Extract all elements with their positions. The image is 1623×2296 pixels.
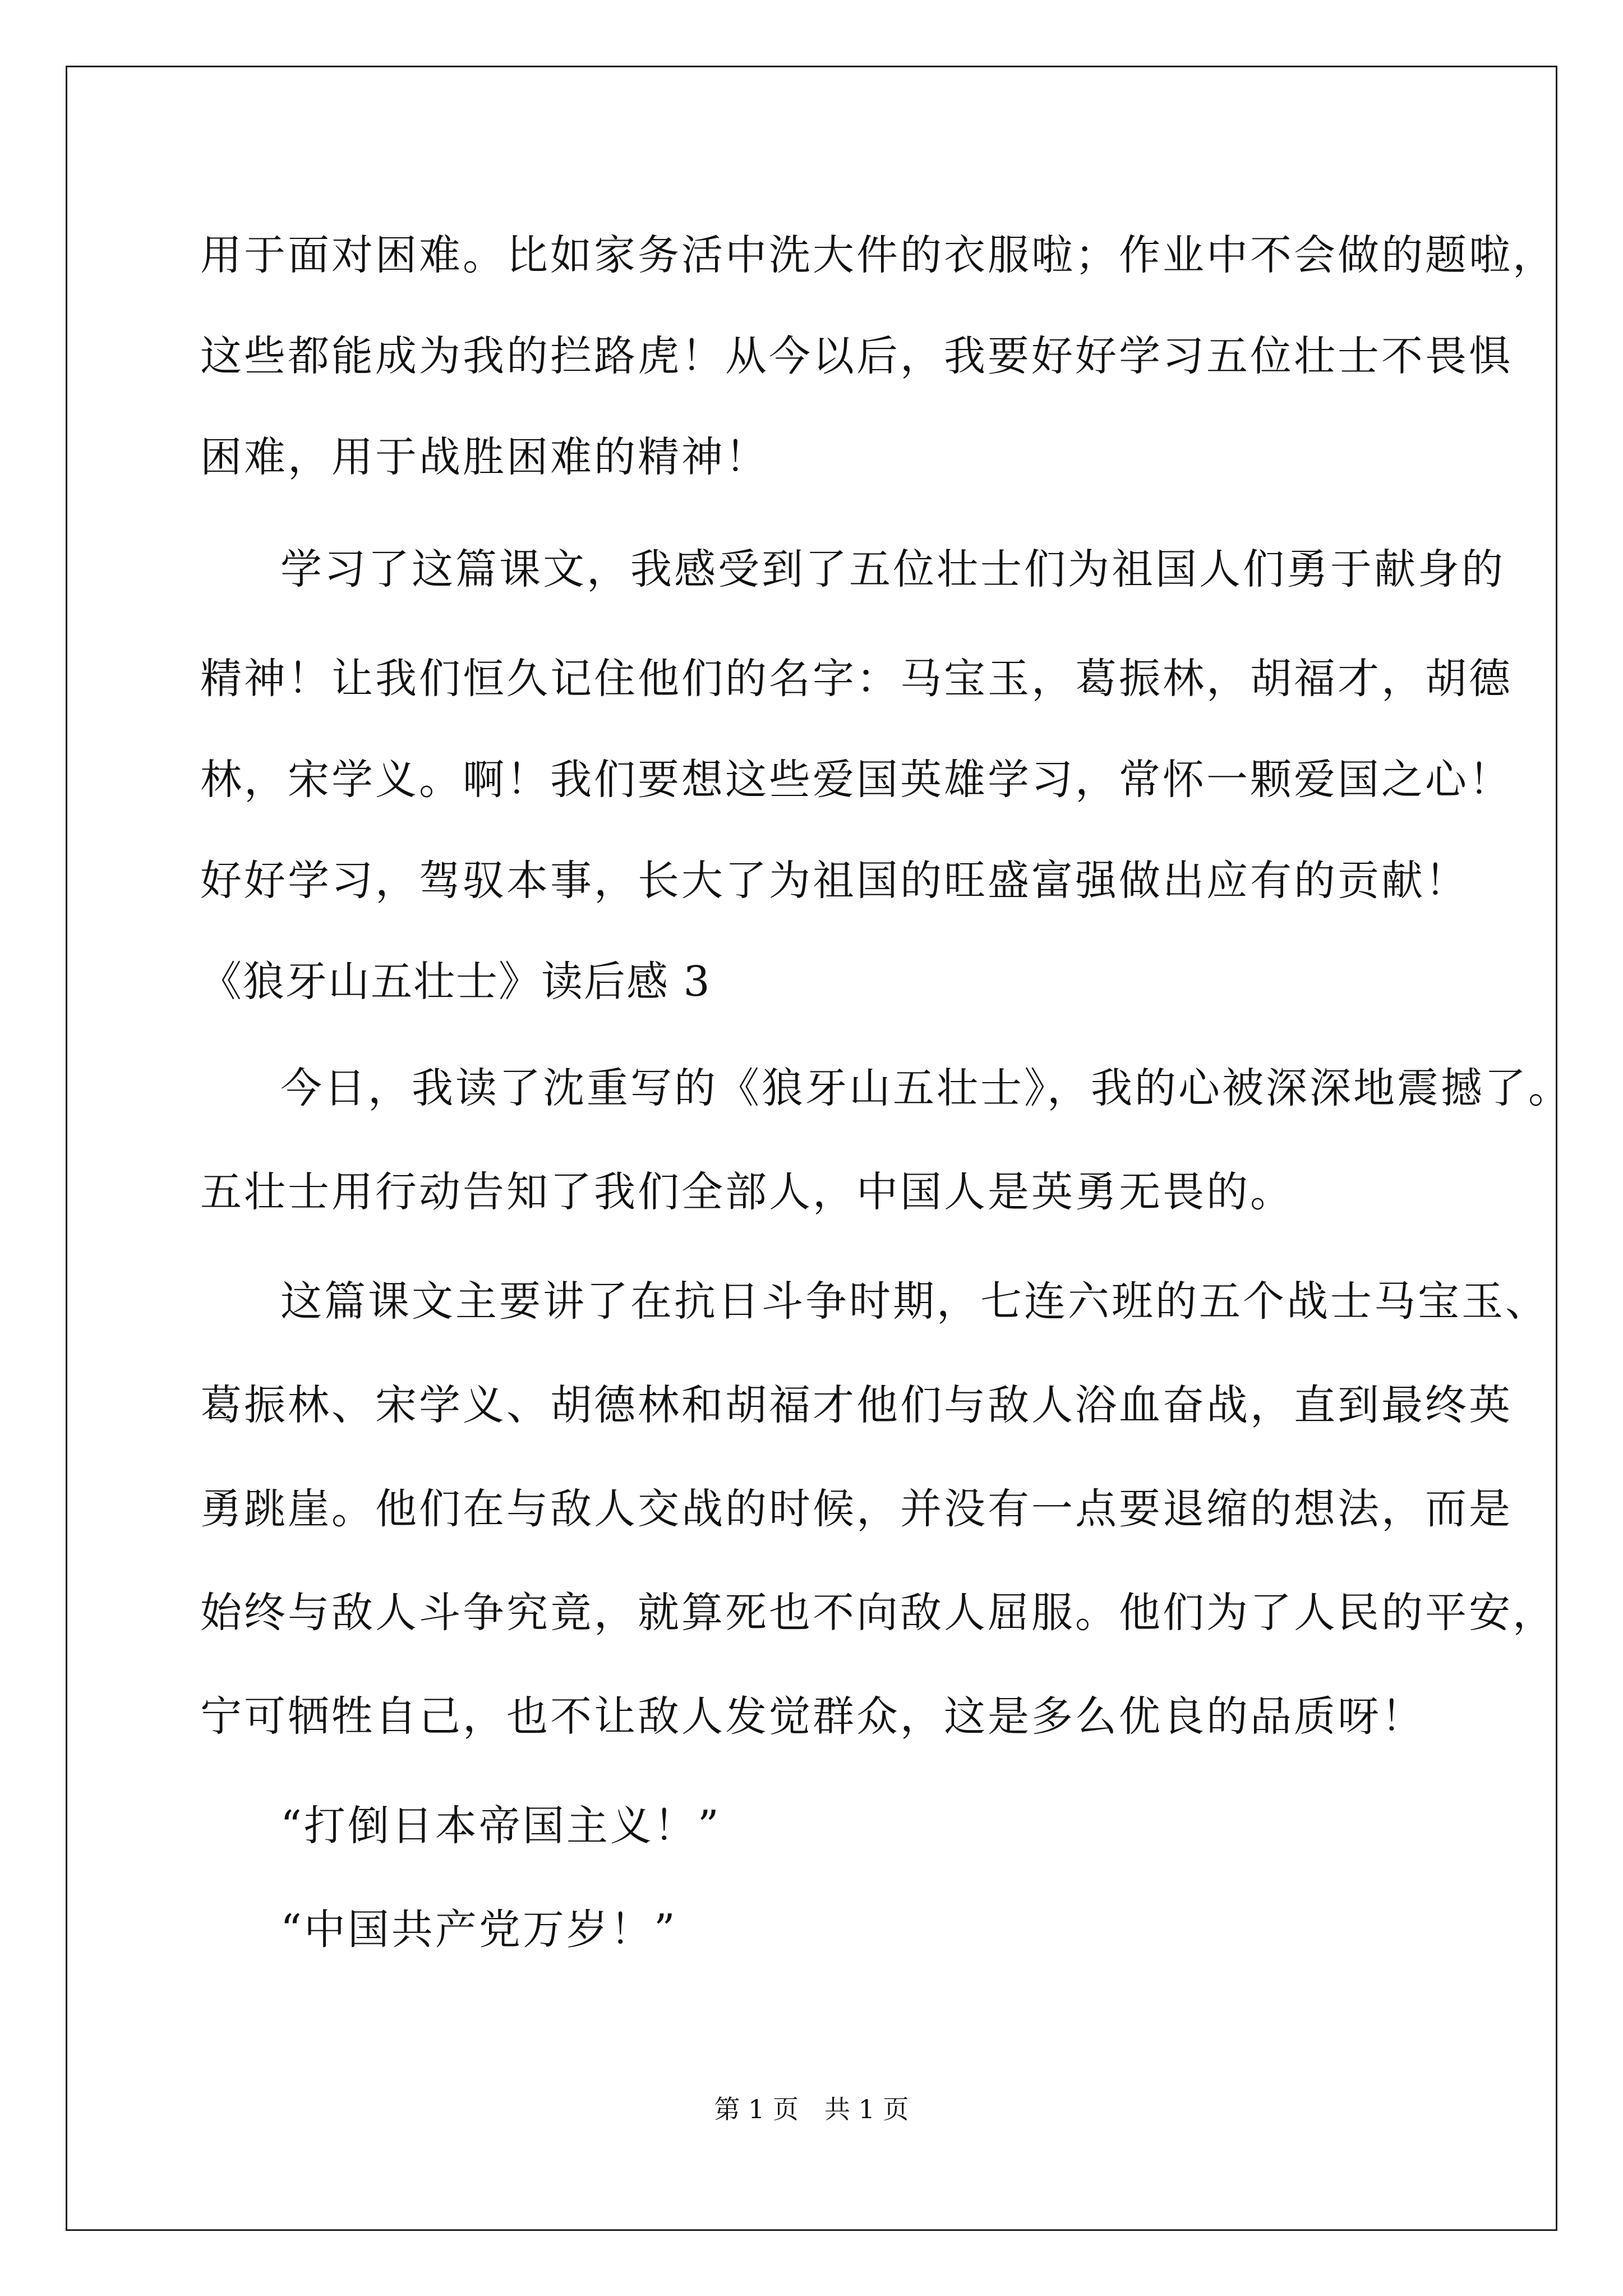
paragraph-line: 葛振林、宋学义、胡德林和胡福才他们与敌人浴血奋战，直到最终英 [200, 1381, 1513, 1429]
paragraph-line: 用于面对困难。比如家务活中洗大件的衣服啦；作业中不会做的题啦， [200, 231, 1556, 279]
paragraph-line: 今日，我读了沈重写的《狼牙山五壮士》，我的心被深深地震撼了。 [280, 1064, 1572, 1112]
quote-line: “打倒日本帝国主义！” [280, 1802, 721, 1850]
paragraph-line: 林，宋学义。啊！我们要想这些爱国英雄学习，常怀一颗爱国之心！ [200, 756, 1513, 804]
paragraph-line: 勇跳崖。他们在与敌人交战的时候，并没有一点要退缩的想法，而是 [200, 1485, 1513, 1533]
page-number-footer: 第 1 页 共 1 页 [714, 2094, 909, 2124]
paragraph-line: 五壮士用行动告知了我们全部人，中国人是英勇无畏的。 [200, 1168, 1294, 1216]
paragraph-line: 这篇课文主要讲了在抗日斗争时期，七连六班的五个战士马宝玉、 [280, 1277, 1549, 1326]
section-title: 《狼牙山五壮士》读后感 3 [200, 958, 711, 1006]
paragraph-line: 困难，用于战胜困难的精神！ [200, 433, 769, 481]
paragraph-line: 宁可牺牲自己，也不让敌人发觉群众，这是多么优良的品质呀！ [200, 1692, 1425, 1741]
paragraph-line: 始终与敌人斗争究竟，就算死也不向敌人屈服。他们为了人民的平安， [200, 1589, 1556, 1637]
paragraph-line: 这些都能成为我的拦路虎！从今以后，我要好好学习五位壮士不畏惧 [200, 332, 1513, 380]
paragraph-line: 好好学习，驾驭本事，长大了为祖国的旺盛富强做出应有的贡献！ [200, 857, 1469, 905]
paragraph-line: 学习了这篇课文，我感受到了五位壮士们为祖国人们勇于献身的 [280, 545, 1505, 593]
paragraph-line: 精神！让我们恒久记住他们的名字：马宝玉，葛振林，胡福才，胡德 [200, 655, 1513, 703]
quote-line: “中国共产党万岁！” [280, 1906, 677, 1954]
